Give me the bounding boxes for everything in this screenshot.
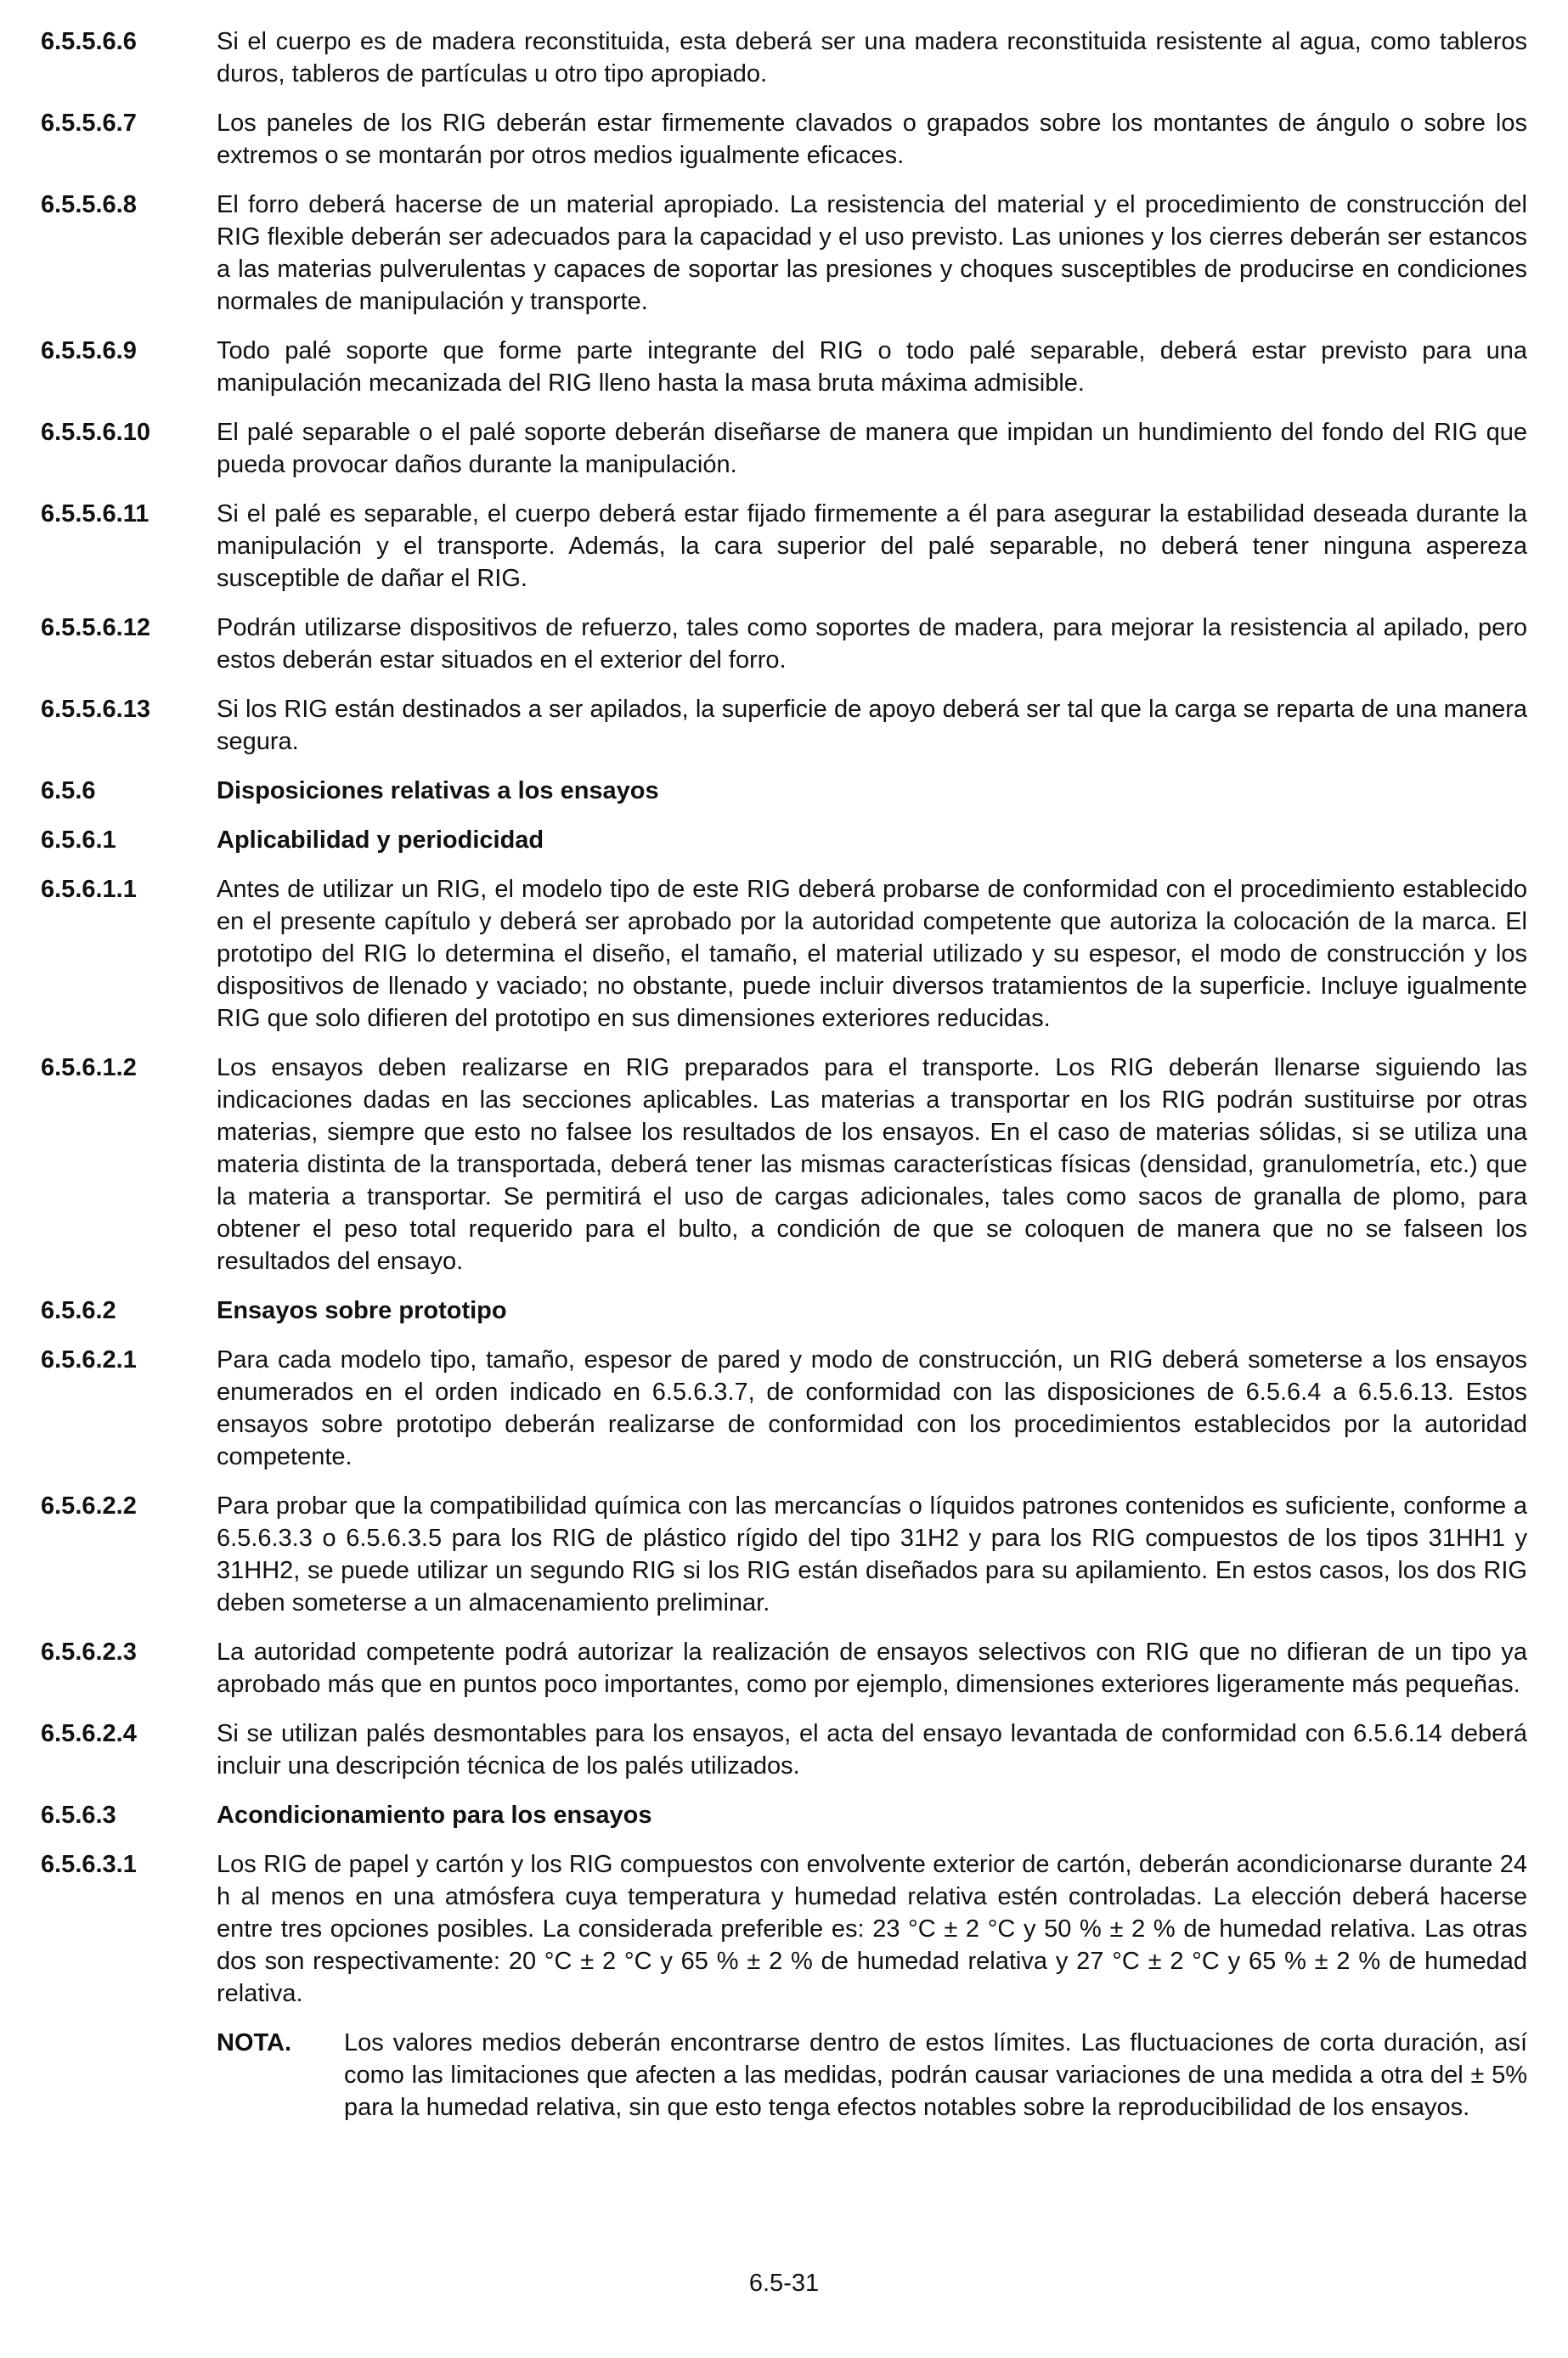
section-text: Todo palé soporte que forme parte integrante del RIG o todo palé separable, deberá estar previsto para una manipulación mecanizada del RIG lleno hasta la masa bruta máxima admisible. [217, 337, 1527, 397]
section-title: Acondicionamiento para los ensayos [217, 1802, 652, 1829]
section-paragraph [41, 335, 1527, 399]
section-text: El palé separable o el palé soporte deberán diseñarse de manera que impidan un hundimiento del fondo del RIG que pueda provocar daños durante la manipulación. [217, 419, 1527, 478]
section-number: 6.5.5.6.10 [41, 419, 150, 446]
sections-container [41, 25, 1527, 2010]
section-text: Para probar que la compatibilidad química con las mercancías o líquidos patrones contenidos es suficiente, conforme a 6.5.6.3.3 o 6.5.6.3.5 para los RIG de plástico rígido del tipo 31H2 y para los RIG compuestos de los tipos 31HH1 y 31HH2, se puede utilizar un segundo RIG si los RIG están diseñados para su apilamiento. En estos casos, los dos RIG deben someterse a un almacenamiento preliminar. [217, 1492, 1527, 1616]
section-number: 6.5.6.3 [41, 1802, 116, 1829]
note-label: NOTA. [217, 2029, 292, 2056]
section-number: 6.5.6.1.2 [41, 1054, 137, 1081]
document-page [41, 25, 1527, 2124]
section-text: Antes de utilizar un RIG, el modelo tipo de este RIG deberá probarse de conformidad con el procedimiento establecido en el presente capítulo y deberá ser aprobado por la autoridad competente que autoriza la colocación de la marca. El prototipo del RIG lo determina el diseño, el tamaño, el material utilizado y su espesor, el modo de construcción y los dispositivos de llenado y vaciado; no obstante, puede incluir diversos tratamientos de la superficie. Incluye igualmente RIG que solo difieren del prototipo en sus dimensiones exteriores reducidas. [217, 876, 1527, 1032]
section-text: Si el palé es separable, el cuerpo deberá estar fijado firmemente a él para asegurar la estabilidad deseada durante la manipulación y el transporte. Además, la cara superior del palé separable, no deberá tener ninguna aspereza susceptible de dañar el RIG. [217, 500, 1527, 592]
note-text: Los valores medios deberán encontrarse dentro de estos límites. Las fluctuaciones de corta duración, así como las limitaciones que afecten a las medidas, podrán causar variaciones de una medida a otra del ± 5% para la humedad relativa, sin que esto tenga efectos notables sobre la reproducibilidad de los ensayos. [344, 2029, 1527, 2121]
section-paragraph [41, 693, 1527, 758]
section-number: 6.5.6.2.2 [41, 1492, 137, 1520]
section-text: El forro deberá hacerse de un material apropiado. La resistencia del material y el procedimiento de construcción del RIG flexible deberán ser adecuados para la capacidad y el uso previsto. Las uniones y los cierres deberán ser estancos a las materias pulverulentas y capaces de soportar las presiones y choques susceptibles de producirse en condiciones normales de manipulación y transporte. [217, 191, 1527, 315]
section-text: Podrán utilizarse dispositivos de refuerzo, tales como soportes de madera, para mejorar la resistencia al apilado, pero estos deberán estar situados en el exterior del forro. [217, 614, 1527, 674]
section-text: Si el cuerpo es de madera reconstituida, esta deberá ser una madera reconstituida resistente al agua, como tableros duros, tableros de partículas u otro tipo apropiado. [217, 28, 1527, 87]
section-text: Para cada modelo tipo, tamaño, espesor de pared y modo de construcción, un RIG deberá someterse a los ensayos enumerados en el orden indicado en 6.5.6.3.7, de conformidad con las disposiciones de 6.5.6.4 a 6.5.6.13. Estos ensayos sobre prototipo deberán realizarse de conformidad con los procedimientos establecidos por la autoridad competente. [217, 1346, 1527, 1470]
section-number: 6.5.6.2.1 [41, 1346, 137, 1374]
section-number: 6.5.6.1.1 [41, 876, 137, 903]
page-number: 6.5-31 [748, 2270, 820, 2297]
section-number: 6.5.5.6.7 [41, 110, 137, 137]
section-paragraph [41, 25, 1527, 90]
section-heading [41, 1295, 1527, 1327]
section-title: Aplicabilidad y periodicidad [217, 826, 544, 854]
section-number: 6.5.6.2.4 [41, 1720, 137, 1747]
section-number: 6.5.6 [41, 777, 96, 804]
section-text: La autoridad competente podrá autorizar la realización de ensayos selectivos con RIG que no difieran de un tipo ya aprobado más que en puntos poco importantes, como por ejemplo, dimensiones exteriores ligeramente más pequeñas. [217, 1639, 1527, 1698]
section-heading [41, 1799, 1527, 1831]
section-number: 6.5.5.6.11 [41, 500, 149, 527]
section-number: 6.5.6.2 [41, 1297, 116, 1324]
section-number: 6.5.5.6.8 [41, 191, 137, 218]
section-paragraph [41, 189, 1527, 318]
section-number: 6.5.5.6.6 [41, 28, 137, 55]
section-text: Los ensayos deben realizarse en RIG preparados para el transporte. Los RIG deberán llenarse siguiendo las indicaciones dadas en las secciones aplicables. Las materias a transportar en los RIG podrán sustituirse por otras materias, siempre que esto no falsee los resultados de los ensayos. En el caso de materias sólidas, si se utiliza una materia distinta de la transportada, deberá tener las mismas características físicas (densidad, granulometría, etc.) que la materia a transportar. Se permitirá el uso de cargas adicionales, tales como sacos de granalla de plomo, para obtener el peso total requerido para el bulto, a condición de que se coloquen de manera que no se falseen los resultados del ensayo. [217, 1054, 1527, 1275]
section-heading [41, 824, 1527, 856]
section-text: Los RIG de papel y cartón y los RIG compuestos con envolvente exterior de cartón, deberán acondicionarse durante 24 h al menos en una atmósfera cuya temperatura y humedad relativa estén controladas. La elección deberá hacerse entre tres opciones posibles. La considerada preferible es: 23 °C ± 2 °C y 50 % ± 2 % de humedad relativa. Las otras dos son respectivamente: 20 °C ± 2 °C y 65 % ± 2 % de humedad relativa y 27 °C ± 2 °C y 65 % ± 2 % de humedad relativa. [217, 1851, 1527, 2007]
section-number: 6.5.6.1 [41, 826, 116, 854]
section-number: 6.5.5.6.12 [41, 614, 150, 641]
section-heading [41, 775, 1527, 807]
section-paragraph [41, 873, 1527, 1035]
section-number: 6.5.5.6.9 [41, 337, 137, 364]
section-paragraph [41, 498, 1527, 595]
section-text: Los paneles de los RIG deberán estar firmemente clavados o grapados sobre los montantes de ángulo o sobre los extremos o se montarán por otros medios igualmente eficaces. [217, 110, 1527, 169]
section-text: Si los RIG están destinados a ser apilados, la superficie de apoyo deberá ser tal que la carga se reparta de una manera segura. [217, 696, 1527, 755]
section-paragraph [41, 1344, 1527, 1473]
section-paragraph [41, 1490, 1527, 1619]
section-paragraph [41, 612, 1527, 676]
section-title: Disposiciones relativas a los ensayos [217, 777, 659, 804]
section-paragraph [41, 1052, 1527, 1278]
section-paragraph [41, 107, 1527, 172]
section-paragraph [41, 1636, 1527, 1701]
section-text: Si se utilizan palés desmontables para los ensayos, el acta del ensayo levantada de conformidad con 6.5.6.14 deberá incluir una descripción técnica de los palés utilizados. [217, 1720, 1527, 1780]
section-number: 6.5.5.6.13 [41, 696, 150, 723]
section-paragraph [41, 1718, 1527, 1782]
section-paragraph [41, 416, 1527, 481]
section-number: 6.5.6.3.1 [41, 1851, 137, 1878]
section-number: 6.5.6.2.3 [41, 1639, 137, 1666]
section-paragraph [41, 1848, 1527, 2010]
section-title: Ensayos sobre prototipo [217, 1297, 507, 1324]
note-block [217, 2027, 1527, 2124]
